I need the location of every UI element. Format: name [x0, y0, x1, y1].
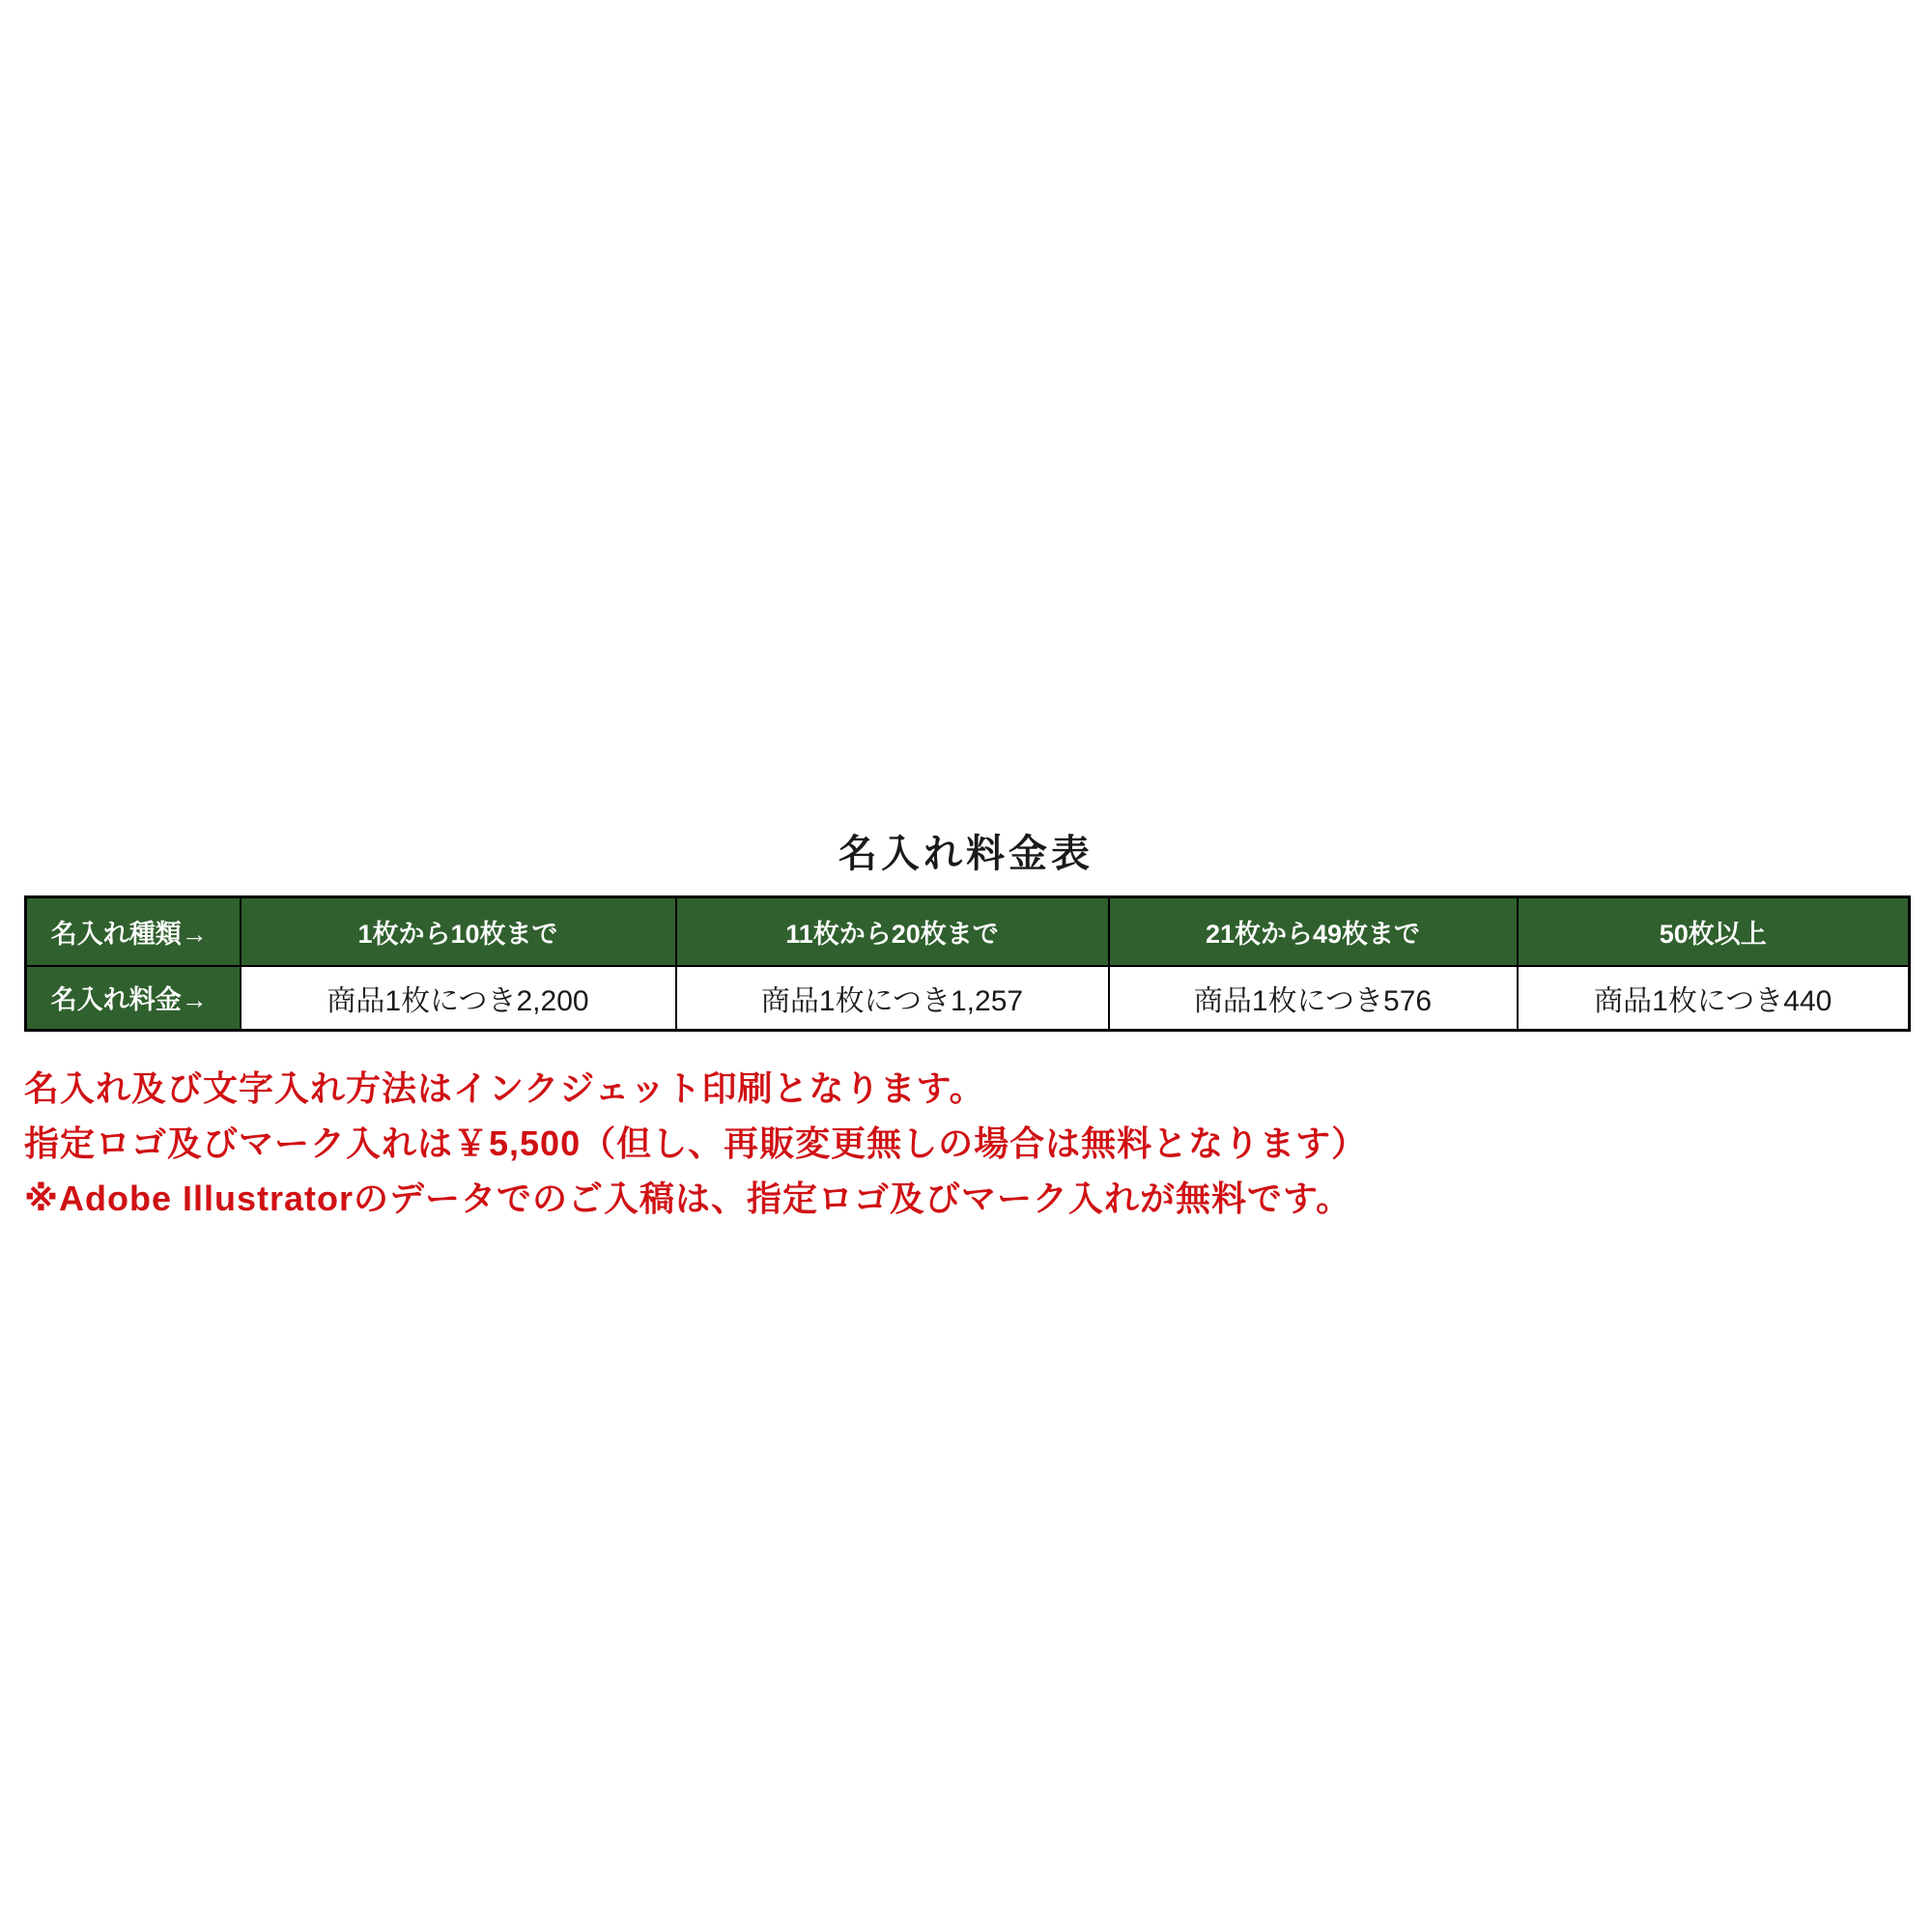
header-cell-qty-50plus: 50枚以上 [1518, 897, 1910, 966]
price-cell-qty-1-10: 商品1枚につき2,200 [241, 966, 676, 1031]
header-cell-qty-11-20: 11枚から20枚まで [676, 897, 1109, 966]
note-line-printing-method: 名入れ及び文字入れ方法はインクジェット印刷となります。 [24, 1068, 985, 1108]
price-cell-qty-21-49: 商品1枚につき576 [1109, 966, 1518, 1031]
page-title: 名入れ料金表 [838, 833, 1094, 875]
price-cell-qty-50plus: 商品1枚につき440 [1518, 966, 1910, 1031]
note-line-logo-fee: 指定ロゴ及びマーク入れは￥5,500（但し、再販変更無しの場合は無料となります） [24, 1123, 1368, 1163]
note-line-illustrator-free: ※Adobe Illustratorのデータでのご入稿は、指定ロゴ及びマーク入れが無料です。 [24, 1179, 1352, 1218]
header-row [26, 897, 1910, 966]
price-cell-qty-11-20: 商品1枚につき1,257 [676, 966, 1109, 1031]
header-cell-qty-1-10: 1枚から10枚まで [241, 897, 676, 966]
header-corner-cell: 名入れ種類→ [26, 897, 241, 966]
price-row [26, 966, 1910, 1031]
header-cell-qty-21-49: 21枚から49枚まで [1109, 897, 1518, 966]
price-row-label: 名入れ料金→ [26, 966, 241, 1031]
notes-block [24, 1061, 1898, 1226]
pricing-table [24, 895, 1911, 1032]
